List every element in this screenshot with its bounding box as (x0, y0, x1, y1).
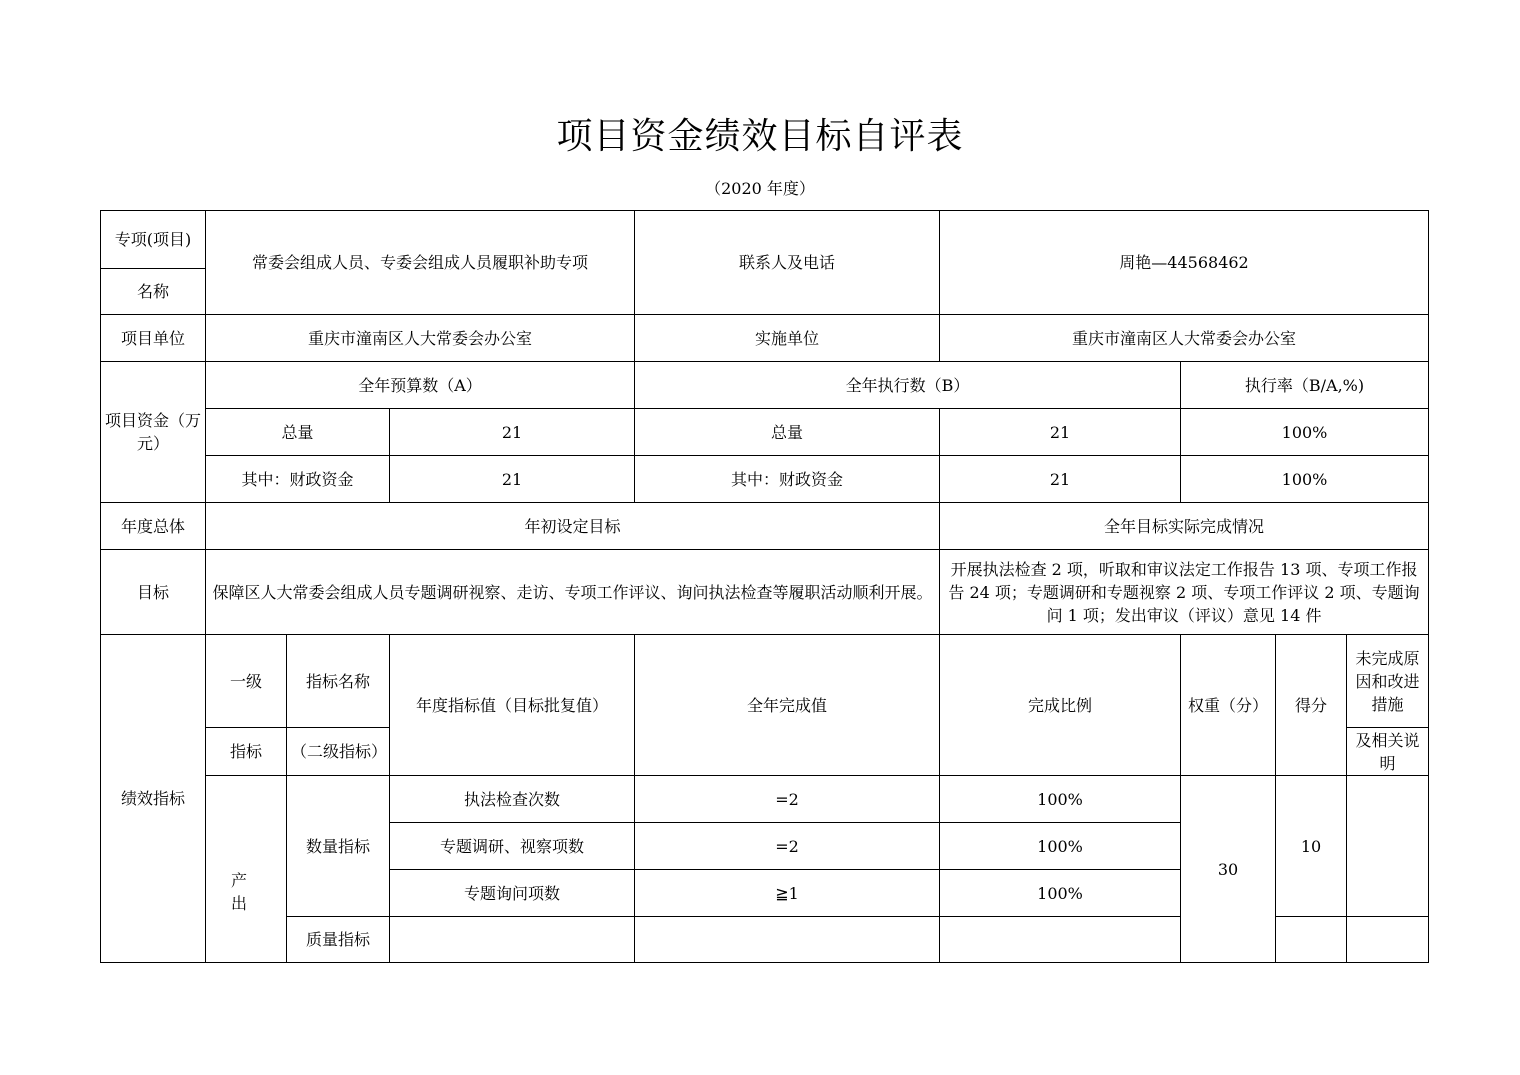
indicator-actual: ≧1 (635, 870, 940, 917)
reason-value (1347, 776, 1429, 917)
score-header: 得分 (1276, 635, 1347, 776)
indicator-ratio: 100% (940, 823, 1181, 870)
indicator-name: 执法检查次数 (390, 776, 635, 823)
quantity-indicator-label: 数量指标 (287, 776, 390, 917)
initial-goal-header: 年初设定目标 (206, 503, 940, 550)
project-unit-value: 重庆市潼南区人大常委会办公室 (206, 315, 635, 362)
target-value-header: 年度指标值（目标批复值） (390, 635, 635, 776)
execution-rate-header: 执行率（B/A,%) (1181, 362, 1429, 409)
indicator-name: 专题询问项数 (390, 870, 635, 917)
evaluation-table (100, 210, 1429, 963)
weight-value: 30 (1181, 776, 1276, 963)
project-unit-label: 项目单位 (101, 315, 206, 362)
project-funds-label: 项目资金（万元） (101, 362, 206, 503)
indicator-name: 专题调研、视察项数 (390, 823, 635, 870)
funds-fiscal-exec: 21 (940, 456, 1181, 503)
reason-header: 未完成原因和改进措施 (1347, 635, 1429, 728)
contact-label: 联系人及电话 (635, 211, 940, 315)
funds-total-budget: 21 (390, 409, 635, 456)
reason-header-2: 及相关说明 (1347, 728, 1429, 776)
indicator-ratio: 100% (940, 870, 1181, 917)
implementing-unit-value: 重庆市潼南区人大常委会办公室 (940, 315, 1429, 362)
output-label: 产 出 (206, 823, 287, 963)
budget-header: 全年预算数（A） (206, 362, 635, 409)
quality-actual-cell (635, 917, 940, 963)
annual-goal-label: 年度总体 (101, 503, 206, 550)
funds-fiscal-budget: 21 (390, 456, 635, 503)
execution-header: 全年执行数（B） (635, 362, 1181, 409)
performance-indicators-label: 绩效指标 (101, 635, 206, 963)
actual-completion-text: 开展执法检查 2 项，听取和审议法定工作报告 13 项、专项工作报告 24 项；专题调研和专题视察 2 项、专项工作评议 2 项、专题询问 1 项；发出审议（评议）意见 14 件 (940, 550, 1429, 635)
completion-ratio-header: 完成比例 (940, 635, 1181, 776)
quality-reason-cell (1347, 917, 1429, 963)
level1-header: 一级 (206, 635, 287, 728)
project-name-label: 专项(项目) (101, 211, 206, 269)
quality-indicator-label: 质量指标 (287, 917, 390, 963)
funds-total-label: 总量 (206, 409, 390, 456)
funds-total-exec-label: 总量 (635, 409, 940, 456)
level1-header-2: 指标 (206, 728, 287, 776)
quality-score-cell (1276, 917, 1347, 963)
indicator-name-header: 指标名称 (287, 635, 390, 728)
funds-fiscal-rate: 100% (1181, 456, 1429, 503)
project-name-value: 常委会组成人员、专委会组成人员履职补助专项 (206, 211, 635, 315)
implementing-unit-label: 实施单位 (635, 315, 940, 362)
quality-ratio-cell (940, 917, 1181, 963)
indicator-name-header-2: （二级指标） (287, 728, 390, 776)
quality-target-cell (390, 917, 635, 963)
indicator-ratio: 100% (940, 776, 1181, 823)
weight-header: 权重（分） (1181, 635, 1276, 776)
funds-total-rate: 100% (1181, 409, 1429, 456)
score-value: 10 (1276, 776, 1347, 917)
page-subtitle: （2020 年度） (705, 179, 815, 198)
initial-goal-text: 保障区人大常委会组成人员专题调研视察、走访、专项工作评议、询问执法检查等履职活动顺利开展。 (206, 550, 940, 635)
funds-fiscal-label: 其中：财政资金 (206, 456, 390, 503)
actual-value-header: 全年完成值 (635, 635, 940, 776)
funds-total-exec: 21 (940, 409, 1181, 456)
funds-fiscal-exec-label: 其中：财政资金 (635, 456, 940, 503)
level1-blank-cell (206, 776, 287, 823)
actual-completion-header: 全年目标实际完成情况 (940, 503, 1429, 550)
indicator-actual: =2 (635, 776, 940, 823)
page-title: 项目资金绩效目标自评表 (556, 116, 964, 157)
project-name-label-2: 名称 (101, 269, 206, 315)
goal-label: 目标 (101, 550, 206, 635)
contact-value: 周艳—44568462 (940, 211, 1429, 315)
indicator-actual: =2 (635, 823, 940, 870)
